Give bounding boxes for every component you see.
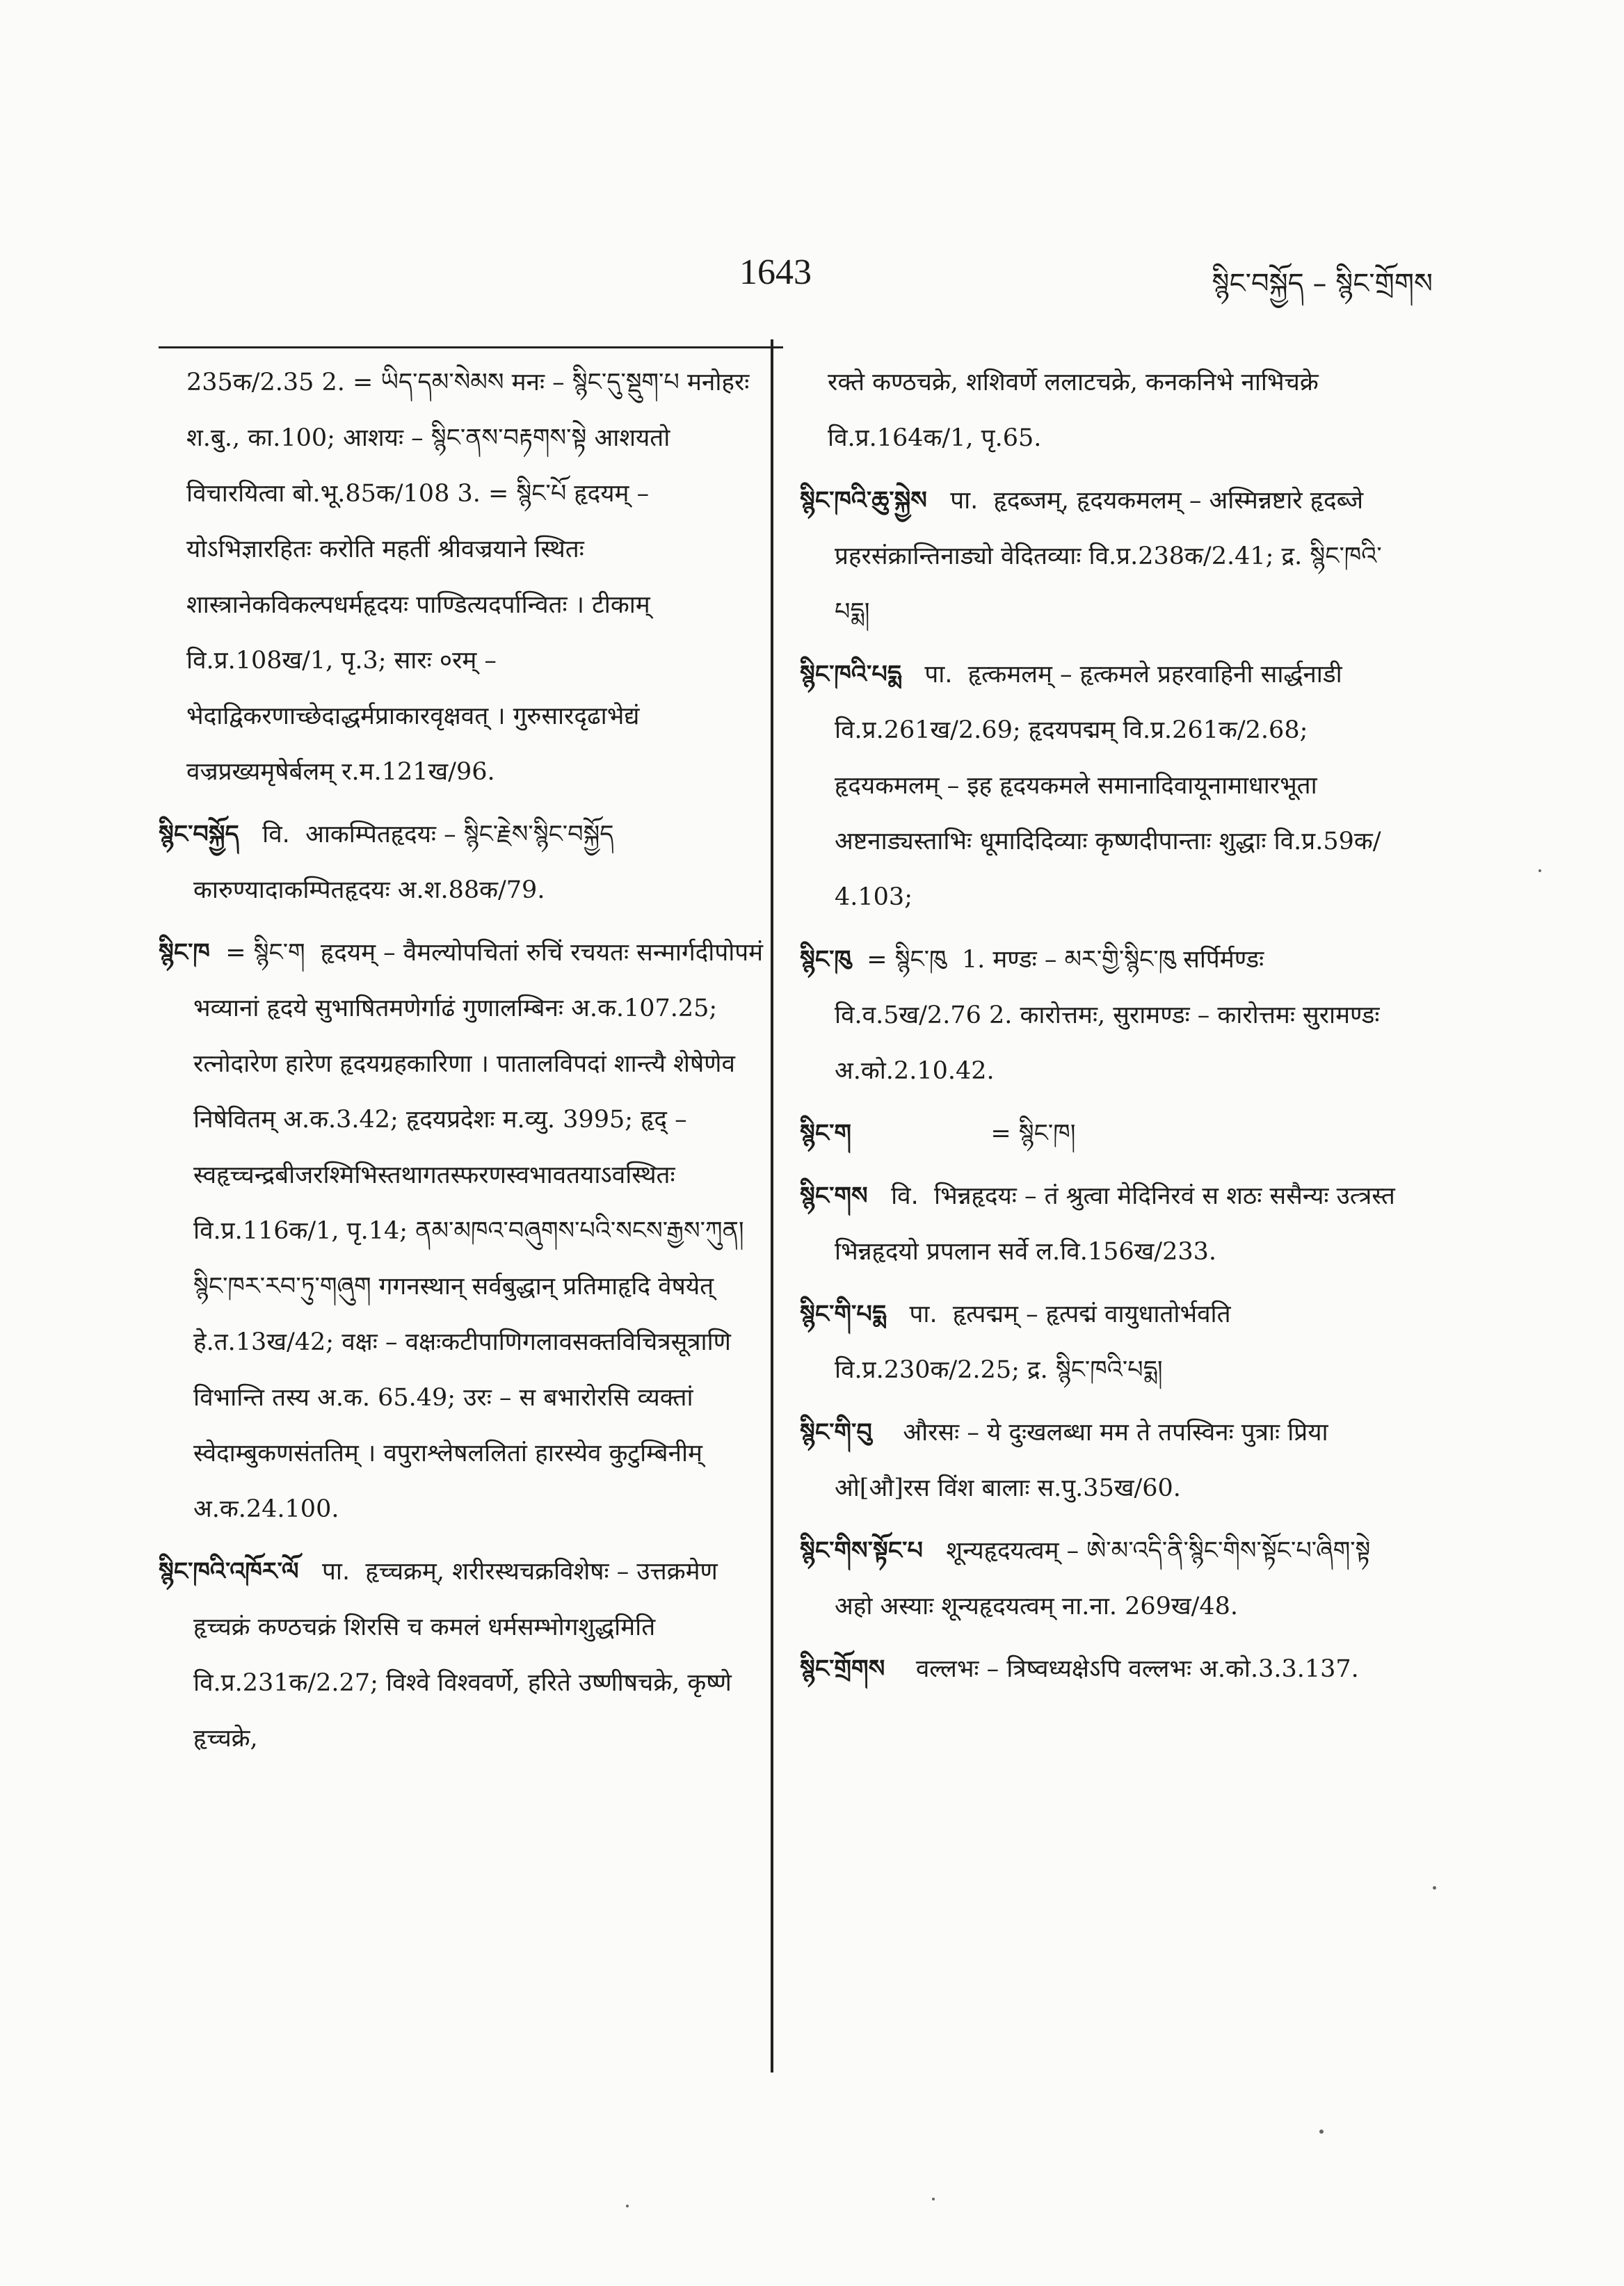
entry-text: हृत्पद्मम् – हृत्पद्मं वायुधातोर्भवति वि.प्र.230क/2.25; द्र. སྙིང་ཁའི་པདྨ། bbox=[835, 1301, 1231, 1384]
entry-text: हृत्कमलम् – हृत्कमले प्रहरवाहिनी सार्द्धनाडी वि.प्र.261ख/2.69; हृदयपद्मम् वि.प्र.261क/2.68; हृदयकमलम् – इह हृदयकमले समानादिवायूनामाधारभूता अष्टनाड्यस्ताभिः धूमादिदिव्याः कृष्णदीपान्ताः शुद्धाः वि.प्र.59क/ 4.103; bbox=[835, 661, 1381, 911]
entry-text: रक्ते कण्ठचक्रे, शशिवर्णे ललाटचक्रे, कनकनिभे नाभिचक्रे वि.प्र.164क/1, पृ.65. bbox=[828, 369, 1319, 452]
dictionary-entry bbox=[800, 1641, 1412, 1697]
entry-headword: སྙིང་ཁུ bbox=[800, 946, 851, 974]
scan-speck bbox=[1433, 1886, 1436, 1890]
page-number: 1643 bbox=[739, 252, 812, 292]
entry-grammar: = སྙིང་ཁུ bbox=[867, 946, 947, 974]
entry-grammar: पा. bbox=[322, 1558, 351, 1586]
dictionary-entry bbox=[800, 1287, 1412, 1398]
scan-speck bbox=[932, 2198, 935, 2200]
dictionary-entry bbox=[800, 1523, 1412, 1634]
dictionary-entry bbox=[800, 473, 1412, 640]
entry-headword: སྙིང་ག bbox=[800, 1120, 852, 1148]
dictionary-entry bbox=[159, 807, 771, 918]
entry-grammar: पा. bbox=[950, 487, 979, 515]
entry-headword: སྙིང་གྲོགས bbox=[800, 1655, 885, 1683]
entry-headword: སྙིང་གི་པདྨ bbox=[800, 1301, 887, 1328]
entry-grammar: पा. bbox=[909, 1301, 938, 1328]
dictionary-entry bbox=[800, 1168, 1412, 1280]
running-head: སྙིང་བསྐྱོད – སྙིང་གྲོགས bbox=[1212, 268, 1433, 300]
entry-text: हृच्चक्रम्, शरीरस्थचक्रविशेषः – उत्तक्रमेण हृच्चक्रं कण्ठचक्रं शिरसि च कमलं धर्मसम्भोगशुद्धमिति वि.प्र.231क/2.27; विश्वे विश्ववर्णे, हरिते उष्णीषचक्रे, कृष्णे हृच्चक्रे, bbox=[193, 1558, 732, 1753]
entry-headword: སྙིང་གིས་སྟོང་པ bbox=[800, 1537, 923, 1565]
entry-headword: སྙིང་ཁའི་པདྨ bbox=[800, 661, 902, 689]
entry-text: हृदब्जम्, हृदयकमलम् – अस्मिन्नष्टारे हृदब्जे प्रहरसंक्रान्तिनाड्यो वेदितव्याः वि.प्र.238क/2.41; द्र. སྙིང་ཁའི་པདྨ། bbox=[835, 487, 1382, 626]
entry-grammar: वि. bbox=[262, 821, 290, 848]
entry-text: 1. मण्डः – མར་གྱི་སྙིང་ཁུ सर्पिर्मण्डः वि.व.5ख/2.76 2. कारोत्तमः, सुरामण्डः – कारोत्तमः सुरामण्डः अ.को.2.10.42. bbox=[835, 946, 1380, 1085]
entry-grammar: वि. bbox=[891, 1182, 919, 1210]
entry-text: शून्यहृदयत्वम् – ཨེ་མ་འདི་ནི་སྙིང་གིས་སྟོང་པ་ཞིག་སྟེ अहो अस्याः शून्यहृदयत्वम् ना.ना. 269ख/48. bbox=[835, 1537, 1371, 1620]
scan-speck bbox=[626, 2205, 629, 2207]
entry-grammar: पा. bbox=[924, 661, 953, 689]
entry-text: भिन्नहृदयः – तं श्रुत्वा मेदिनिरवं स शठः ससैन्यः उत्त्रस्त भिन्नहृदयो प्रपलान सर्वे ल.वि.156ख/233. bbox=[835, 1182, 1395, 1266]
entry-headword: སྙིང་ཁ bbox=[159, 939, 210, 967]
entry-text: वल्लभः – त्रिष्वध्यक्षेऽपि वल्लभः अ.को.3.3.137. bbox=[915, 1655, 1359, 1683]
dictionary-entry bbox=[800, 355, 1412, 466]
entry-text: आकम्पितहृदयः – སྙིང་རྗེས་སྙིང་བསྐྱོད कारुण्यादाकम्पितहृदयः अ.श.88क/79. bbox=[193, 821, 614, 904]
entry-headword: སྙིང་ཁའི་འཁོར་ལོ bbox=[159, 1558, 299, 1586]
dictionary-entry bbox=[159, 1544, 771, 1766]
scan-speck bbox=[1319, 2130, 1324, 2134]
left-column bbox=[159, 355, 771, 1773]
entry-headword: སྙིང་གས bbox=[800, 1182, 868, 1210]
dictionary-entry bbox=[159, 355, 771, 800]
dictionary-entry bbox=[159, 925, 771, 1537]
right-column bbox=[800, 355, 1412, 1704]
entry-text: 235क/2.35 2. = ཡིད་དམ་སེམས मनः – སྙིང་དུ་སྡུག་པ मनोहरः श.बु., का.100; आशयः – སྙིང་ནས་བརྟགས་སྟེ आशयतो विचारयित्वा बो.भू.85क/108 3. = སྙིང་པོ हृदयम् – योऽभिज्ञारहितः करोति महतीं श्रीवज्रयाने स्थितः शास्त्रानेकविकल्पधर्महृदयः पाण्डित्यदर्पान्वितः । टीकाम् वि.प्र.108ख/1, पृ.3; सारः ०रम् – भेदाद्विकरणाच्छेदाद्धर्मप्राकारवृक्षवत् । गुरुसारदृढाभेद्यं वज्रप्रख्यमृषेर्बलम् र.म.121ख/96. bbox=[186, 369, 750, 786]
entry-text: हृदयम् – वैमल्योपचितां रुचिं रचयतः सन्मार्गदीपोपमं भव्यानां हृदये सुभाषितमणेर्गाढं गुणालम्बिनः अ.क.107.25; रत्नोदारेण हारेण हृदयग्रहकारिणा । पातालविपदां शान्त्यै शेषेणेव निषेवितम् अ.क.3.42; हृदयप्रदेशः म.व्यु. 3995; हृद् – स्वहृच्चन्द्रबीजरश्मिभिस्तथागतस्फरणस्वभावतयाऽवस्थितः वि.प्र.116क/1, पृ.14; ནམ་མཁའ་བཞུགས་པའི་སངས་རྒྱས་ཀུན། སྙིང་ཁར་རབ་ཏུ་གཞུག गगनस्थान् सर्वबुद्धान् प्रतिमाहृदि वेषयेत् हे.त.13ख/42; वक्षः – वक्षःकटीपाणिगलावसक्तविचित्रसूत्राणि विभान्ति तस्य अ.क. 65.49; उरः – स बभारोरसि व्यक्तां स्वेदाम्बुकणसंततिम् । वपुराश्लेषललितां हारस्येव कुटुम्बिनीम् अ.क.24.100. bbox=[193, 939, 764, 1523]
dictionary-entry bbox=[800, 647, 1412, 925]
dictionary-entry bbox=[800, 1405, 1412, 1516]
dictionary-entry bbox=[800, 932, 1412, 1099]
dictionary-entry bbox=[800, 1106, 1412, 1161]
entry-headword: སྙིང་ཁའི་ཆུ་སྐྱེས bbox=[800, 487, 927, 515]
top-rule bbox=[159, 346, 783, 348]
entry-text: औरसः – ये दुःखलब्धा मम ते तपस्विनः पुत्राः प्रिया ओ[औ]रस विंश बालाः स.पु.35ख/60. bbox=[835, 1419, 1328, 1502]
entry-headword: སྙིང་བསྐྱོད bbox=[159, 821, 239, 848]
entry-grammar: = སྙིང་ག bbox=[225, 939, 305, 967]
column-divider bbox=[771, 339, 773, 2072]
entry-headword: སྙིང་གི་བུ bbox=[800, 1419, 872, 1447]
scan-speck bbox=[1538, 869, 1541, 872]
entry-text: = སྙིང་ཁ། bbox=[990, 1120, 1076, 1148]
